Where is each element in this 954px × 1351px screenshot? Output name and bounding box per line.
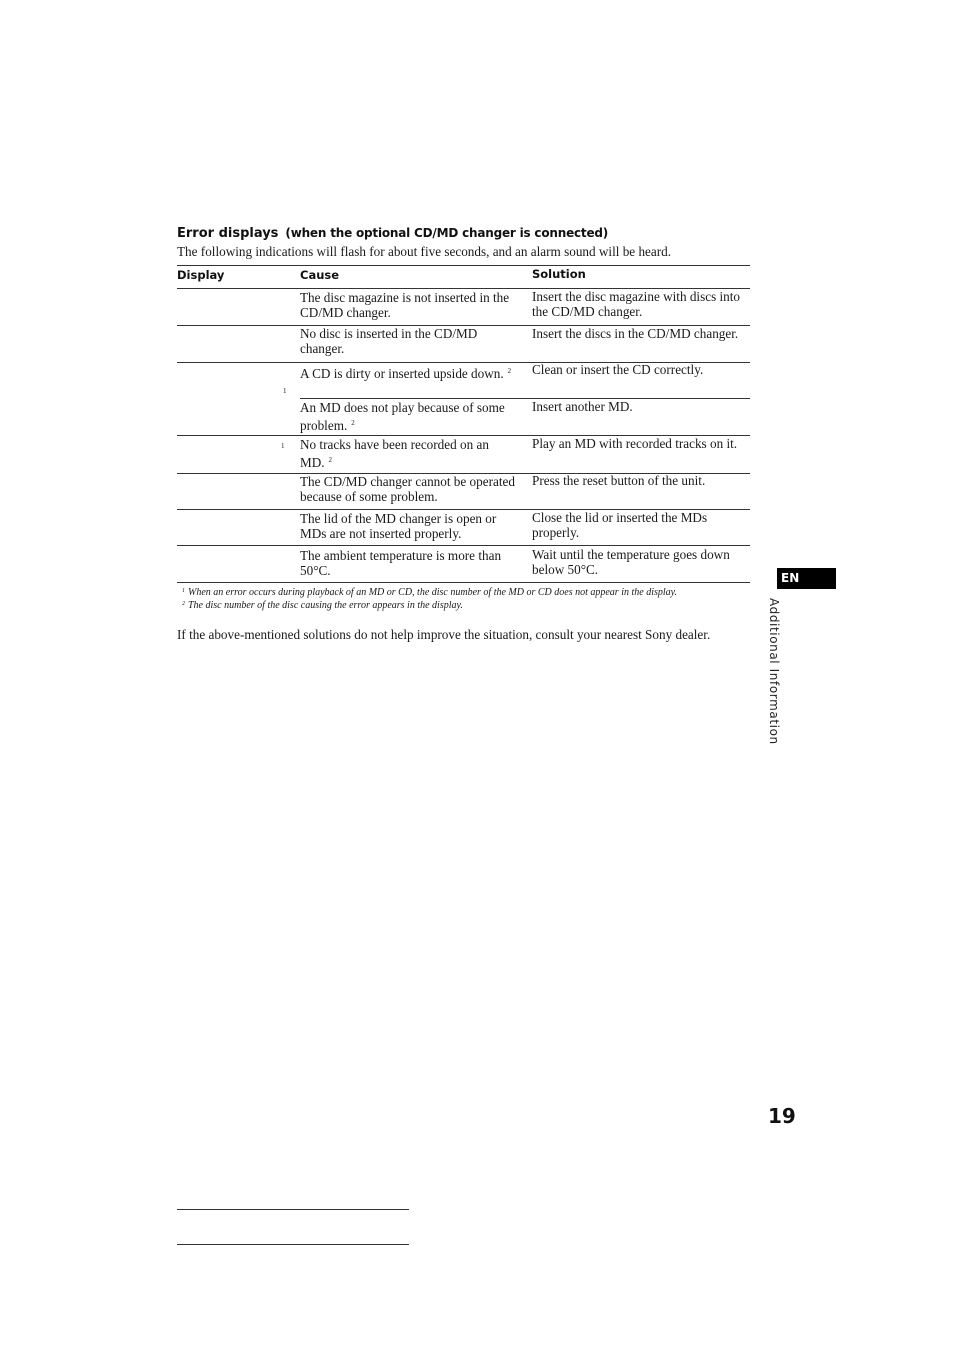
footnote-ref: 2 — [507, 367, 512, 375]
section-side-label: Additional Information — [767, 598, 781, 745]
table-row-cause: The disc magazine is not inserted in the CD/MD changer. — [300, 290, 510, 320]
table-row-cause: A CD is dirty or inserted upside down. $^2$ — [300, 366, 512, 381]
table-row-cause: The lid of the MD changer is open or MDs are not inserted properly. — [300, 511, 497, 541]
row-divider — [177, 545, 750, 546]
table-row-solution: Close the lid or inserted the MDs properly. — [532, 510, 708, 540]
footnote-1: $^1$ When an error occurs during playback of an MD or CD, the disc number of the MD or CD does not appear in the display. — [182, 587, 678, 598]
header-display: Display — [177, 268, 225, 282]
table-row-cause: The ambient temperature is more than 50°C. — [300, 548, 502, 578]
table-row-solution: Insert the disc magazine with discs into the CD/MD changer. — [532, 289, 741, 319]
table-row-solution: Wait until the temperature goes down below 50°C. — [532, 547, 730, 577]
table-row-solution: Play an MD with recorded tracks on it. — [532, 436, 738, 451]
display-footnote-mark: 1 — [283, 387, 287, 395]
table-bottom-rule — [177, 582, 750, 583]
table-row-cause: No disc is inserted in the CD/MD changer. — [300, 326, 478, 356]
footnote-ref: 2 — [351, 418, 355, 427]
table-row-solution: Clean or insert the CD correctly. — [532, 362, 704, 377]
bottom-rule — [177, 1209, 409, 1210]
closing-text: If the above-mentioned solutions do not help improve the situation, consult your nearest Sony dealer. — [177, 627, 711, 642]
heading-title: Error displays — [177, 226, 279, 241]
table-row-cause: The CD/MD changer cannot be operated because of some problem. — [300, 474, 515, 504]
language-tab: EN — [777, 568, 836, 589]
footnote-ref: 2 — [328, 455, 333, 464]
header-cause: Cause — [300, 268, 340, 282]
table-row-cause: No tracks have been recorded on an MD. $^2$ — [300, 437, 489, 470]
heading-subtitle: (when the optional CD/MD changer is connected) — [285, 226, 609, 240]
table-row-cause: An MD does not play because of some problem. $^2$ — [300, 400, 505, 433]
bottom-rule — [177, 1244, 409, 1245]
display-footnote-mark: 1 — [281, 442, 285, 450]
page-number: 19 — [768, 1104, 796, 1128]
table-row-solution: Press the reset button of the unit. — [532, 473, 706, 488]
intro-text: The following indications will flash for about five seconds, and an alarm sound will be heard. — [177, 244, 672, 259]
table-row-solution: Insert another MD. — [532, 399, 633, 414]
header-solution: Solution — [532, 267, 586, 281]
table-top-rule — [177, 265, 750, 266]
row-divider — [300, 398, 750, 399]
section-heading — [177, 224, 608, 242]
footnote-2: $^2$ The disc number of the disc causing the error appears in the display. — [182, 600, 463, 611]
table-row-solution: Insert the discs in the CD/MD changer. — [532, 326, 739, 341]
